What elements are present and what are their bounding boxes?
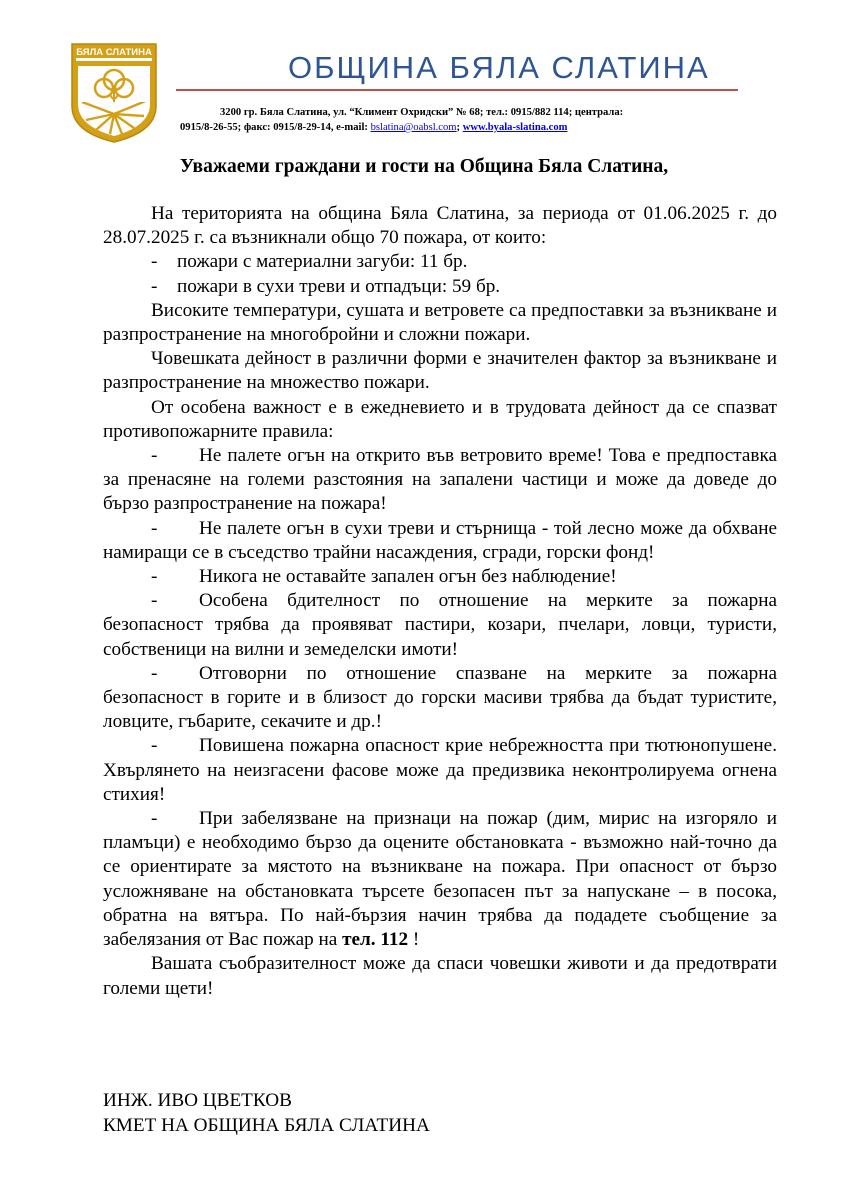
municipality-logo (70, 42, 158, 144)
contact-address: 3200 гр. Бяла Слатина, ул. “Климент Охридски” № 68; тел.: 0915/882 114; централа: (220, 107, 624, 118)
greeting: Уважаеми граждани и гости на Община Бяла Слатина, (179, 156, 669, 177)
contact-phones: 0915/8-26-55; факс: 0915/8-29-14, e-mail: (180, 122, 371, 133)
rule-dash: - (151, 590, 158, 612)
contact-separator: ; (456, 122, 463, 133)
rule-item (103, 589, 777, 662)
signature-block (103, 1088, 430, 1138)
rule-text: Повишена пожарна опасност крие небрежността при тютюнопушене. Хвърлянето на неизгасени фасове може да предизвика неконтролируема огнена стихия! (103, 735, 777, 805)
header-divider (176, 89, 738, 91)
website-link[interactable]: www.byala-slatina.com (462, 122, 568, 133)
contact-line (180, 122, 568, 133)
rule-item (103, 444, 777, 517)
rule-text: Особена бдителност по отношение на мерките за пожарна безопасност трябва да проявяват пастири, козари, пчелари, ловци, туристи, собственици на вилни и земеделски имоти! (103, 590, 777, 660)
rule-suffix: ! (408, 929, 420, 951)
rule-item (103, 734, 777, 807)
body-paragraph: Човешката дейност в различни форми е значителен фактор за възникване и разпространение на множество пожари. (103, 348, 777, 394)
rule-item (103, 807, 777, 952)
logo-text: БЯЛА СЛАТИНА (76, 47, 152, 58)
rule-dash: - (151, 735, 158, 757)
list-dash: - (151, 251, 158, 273)
list-item (103, 275, 777, 299)
email-link[interactable]: bslatina@oabsl.com (370, 122, 457, 133)
list-dash: - (151, 275, 158, 297)
rule-text: Отговорни по отношение спазване на мерките за пожарна безопасност в горите и в близост до горски масиви трябва да бъдат туристите, ловците, гъбарите, секачите и др.! (103, 662, 777, 733)
list-item (103, 250, 777, 274)
rule-text: При забелязване на признаци на пожар (дим, мирис на изгоряло и пламъци) е необходимо бързо да оцените обстановката - възможно най-точно да се ориентирате за мястото на възникване на пожара. При опасност от бързо усложняване на обстановката търсете безопасен път за напускане – в посока, обратна на вятъра. По най-бързия начин трябва да подадете съобщение за забелязания от Вас пожар на (103, 808, 777, 951)
rule-dash: - (151, 808, 158, 830)
rule-dash: - (151, 566, 158, 588)
rule-item (103, 517, 777, 565)
list-item-text: пожари в сухи треви и отпадъци: 59 бр. (177, 275, 501, 297)
letter-body (103, 202, 777, 1001)
rule-text: Не палете огън в сухи треви и стърнища - той лесно може да обхване намиращи се в съседство трайни насаждения, сгради, горски фонд! (103, 517, 777, 563)
page-title: ОБЩИНА БЯЛА СЛАТИНА (288, 50, 710, 85)
rule-text: Никога не оставайте запален огън без наблюдение! (199, 566, 617, 588)
closing-paragraph: Вашата съобразителност може да спаси човешки животи и да предотврати големи щети! (103, 953, 777, 999)
rule-dash: - (151, 517, 158, 539)
rule-dash: - (151, 445, 158, 467)
body-paragraph: Високите температури, сушата и ветровете са предпоставки за възникване и разпространение на многобройни и сложни пожари. (103, 299, 777, 346)
rule-dash: - (151, 662, 158, 684)
intro-paragraph: На територията на община Бяла Слатина, за периода от 01.06.2025 г. до 28.07.2025 г. са възникнали общо 70 пожара, от които: (103, 203, 777, 249)
emergency-phone: тел. 112 (342, 929, 409, 951)
coat-of-arms-icon (70, 42, 158, 144)
body-paragraph: От особена важност е в ежедневието и в трудовата дейност да се спазват противопожарните правила: (103, 396, 777, 442)
list-item-text: пожари с материални загуби: 11 бр. (177, 251, 468, 273)
rule-item (103, 565, 777, 589)
rule-item (103, 662, 777, 735)
signatory-name: ИНЖ. ИВО ЦВЕТКОВ (103, 1090, 292, 1111)
rule-text: Не палете огън на открито във ветровито време! Това е предпоставка за пренасяне на големи разстояния на запалени частици и може да доведе до бързо разпространение на пожара! (103, 445, 777, 515)
signatory-position: КМЕТ НА ОБЩИНА БЯЛА СЛАТИНА (103, 1115, 430, 1136)
